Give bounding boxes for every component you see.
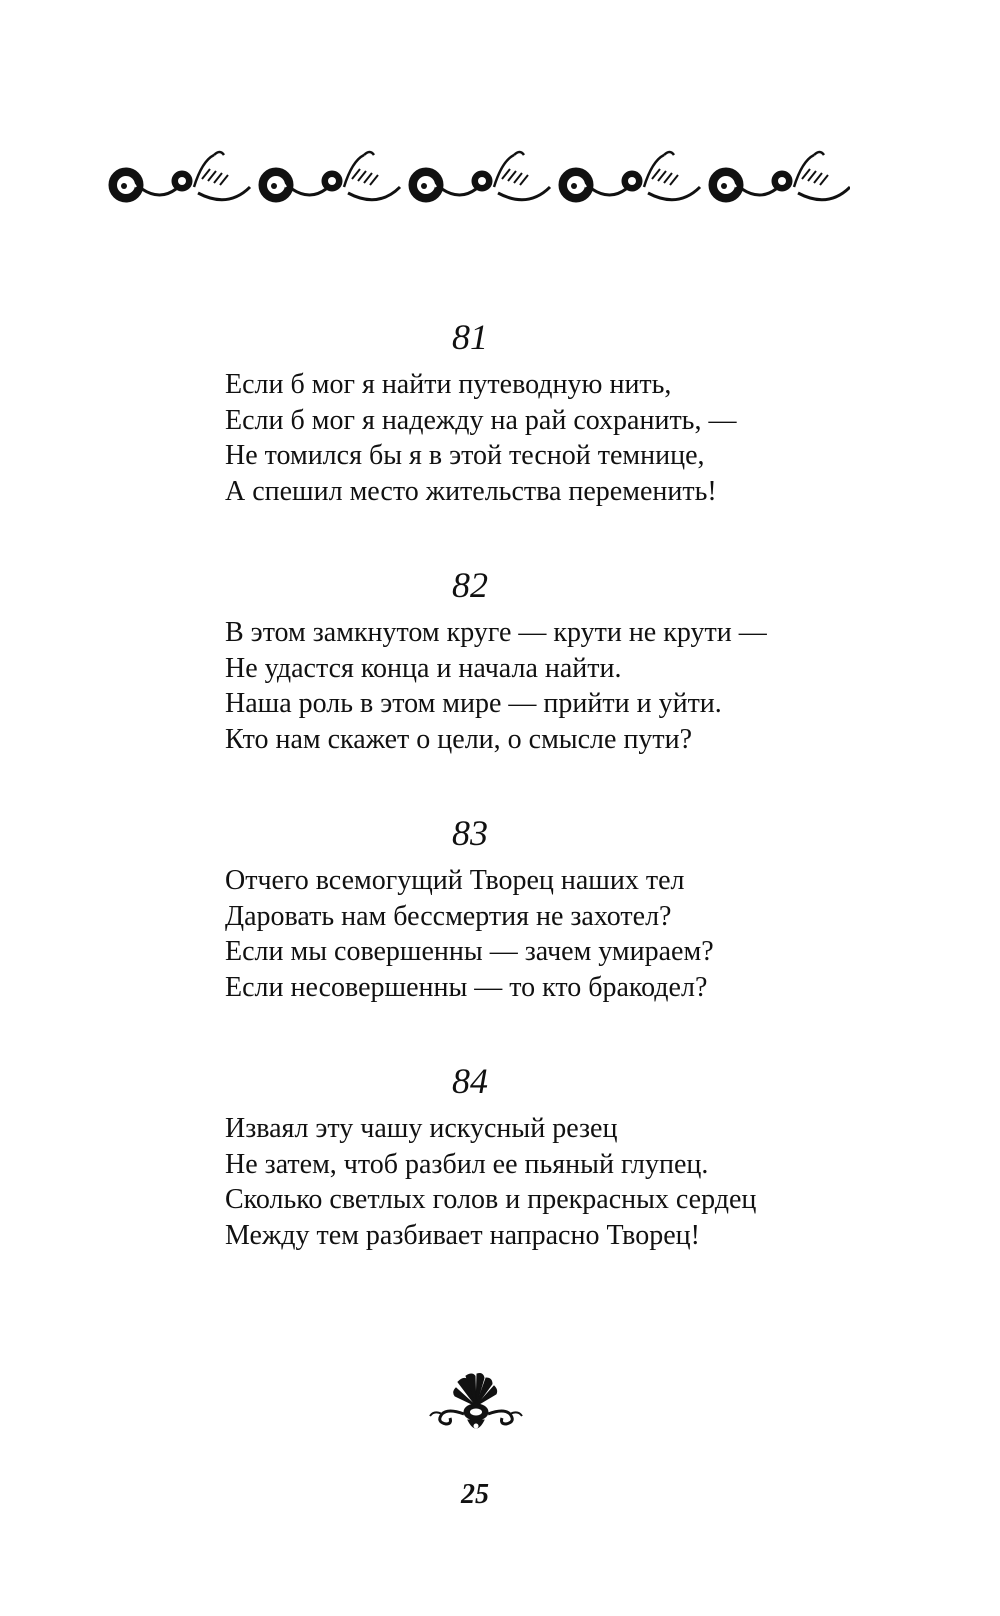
quatrain [225, 315, 825, 509]
quatrain [225, 811, 825, 1005]
quatrain-number: 84 [452, 1061, 488, 1101]
verse-line: Между тем разбивает напрасно Творец! [225, 1219, 700, 1251]
verse-line: Даровать нам бессмертия не захотел? [225, 900, 672, 932]
verse-line: Не затем, чтоб разбил ее пьяный глупец. [225, 1148, 709, 1180]
verse-line: Изваял эту чашу искусный резец [225, 1113, 618, 1144]
verse-line: Не томился бы я в этой тесной темнице, [225, 440, 705, 471]
verse-line: Кто нам скажет о цели, о смысле пути? [225, 723, 693, 755]
verse-line: Наша роль в этом мире — прийти и уйти. [225, 688, 722, 719]
quatrain [225, 1059, 825, 1253]
page-number: 25 [461, 1479, 489, 1510]
verse-line: Не удастся конца и начала найти. [225, 652, 622, 684]
verse-line: Если мы совершенны — зачем умираем? [225, 936, 714, 967]
verse-line: Если б мог я надежду на рай сохранить, — [225, 404, 737, 436]
verse-line: А спешил место жительства переменить! [225, 475, 717, 507]
quatrain-number: 82 [452, 565, 488, 605]
quatrain-number: 81 [452, 317, 488, 357]
quatrain [225, 563, 825, 757]
verse-line: Если б мог я найти путеводную нить, [225, 369, 672, 400]
verse-line: Сколько светлых голов и прекрасных сердец [225, 1184, 757, 1215]
ornamental-border-icon [104, 145, 850, 220]
palmette-ornament-icon [428, 1372, 524, 1436]
verse-line: Отчего всемогущий Творец наших тел [225, 865, 685, 896]
verse-line: Если несовершенны — то кто бракодел? [225, 971, 708, 1003]
quatrain-number: 83 [452, 813, 488, 853]
verse-line: В этом замкнутом круге — крути не крути — [225, 617, 767, 648]
